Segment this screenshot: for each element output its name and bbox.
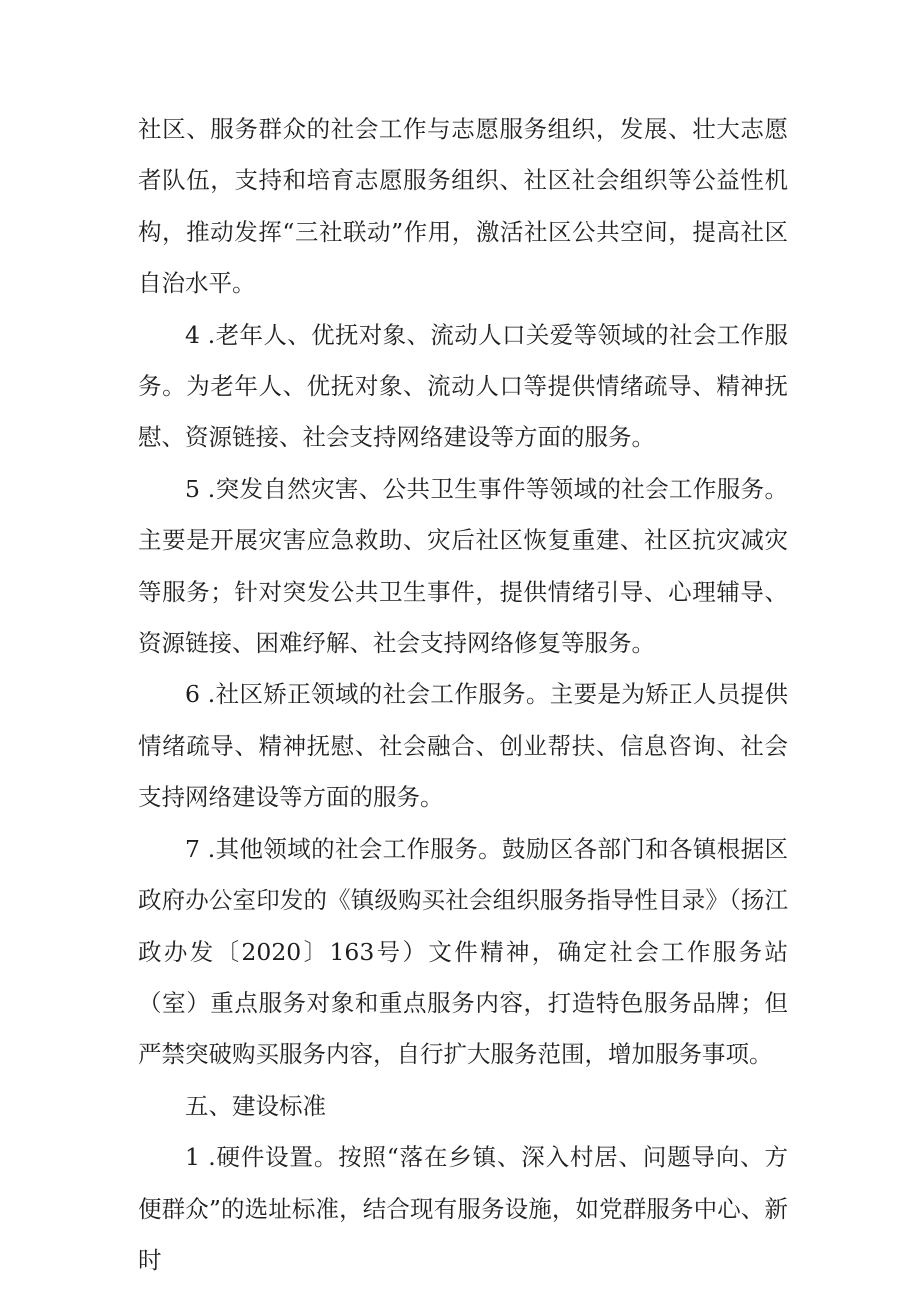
paragraph-item-5-disaster-response: 5 .突发自然灾害、公共卫生事件等领域的社会工作服务。主要是开展灾害应急救助、灾后社区恢复重建、社区抗灾减灾等服务；针对突发公共卫生事件，提供情绪引导、心理辅导、资源链接、困难纾解、社会支持网络修复等服务。 xyxy=(138,474,788,658)
paragraph-item-6-community-correction: 6 .社区矫正领域的社会工作服务。主要是为矫正人员提供情绪疏导、精神抚慰、社会融合、创业帮扶、信息咨询、社会支持网络建设等方面的服务。 xyxy=(138,680,788,812)
section-heading-construction-standards: 五、建设标准 xyxy=(185,1091,326,1120)
paragraph-standard-1-hardware: 1 .硬件设置。按照“落在乡镇、深入村居、问题导向、方便群众”的选址标准，结合现有服务设施，如党群服务中心、新时 xyxy=(138,1143,788,1274)
paragraph-item-4-elderly-care: 4 .老年人、优抚对象、流动人口关爱等领域的社会工作服务。为老年人、优抚对象、流动人口等提供情绪疏导、精神抚慰、资源链接、社会支持网络建设等方面的服务。 xyxy=(138,320,788,452)
paragraph-item-7-other-services: 7 .其他领域的社会工作服务。鼓励区各部门和各镇根据区政府办公室印发的《镇级购买社会组织服务指导性目录》（扬江政办发〔2020〕163号）文件精神，确定社会工作服务站（室）重点服务对象和重点服务内容，打造特色服务品牌；但严禁突破购买服务内容，自行扩大服务范围，增加服务事项。 xyxy=(138,834,788,1069)
paragraph-continuation: 社区、服务群众的社会工作与志愿服务组织，发展、壮大志愿者队伍，支持和培育志愿服务组织、社区社会组织等公益性机构，推动发挥“三社联动”作用，激活社区公共空间，提高社区自治水平。 xyxy=(138,115,788,298)
document-body xyxy=(138,104,788,1286)
